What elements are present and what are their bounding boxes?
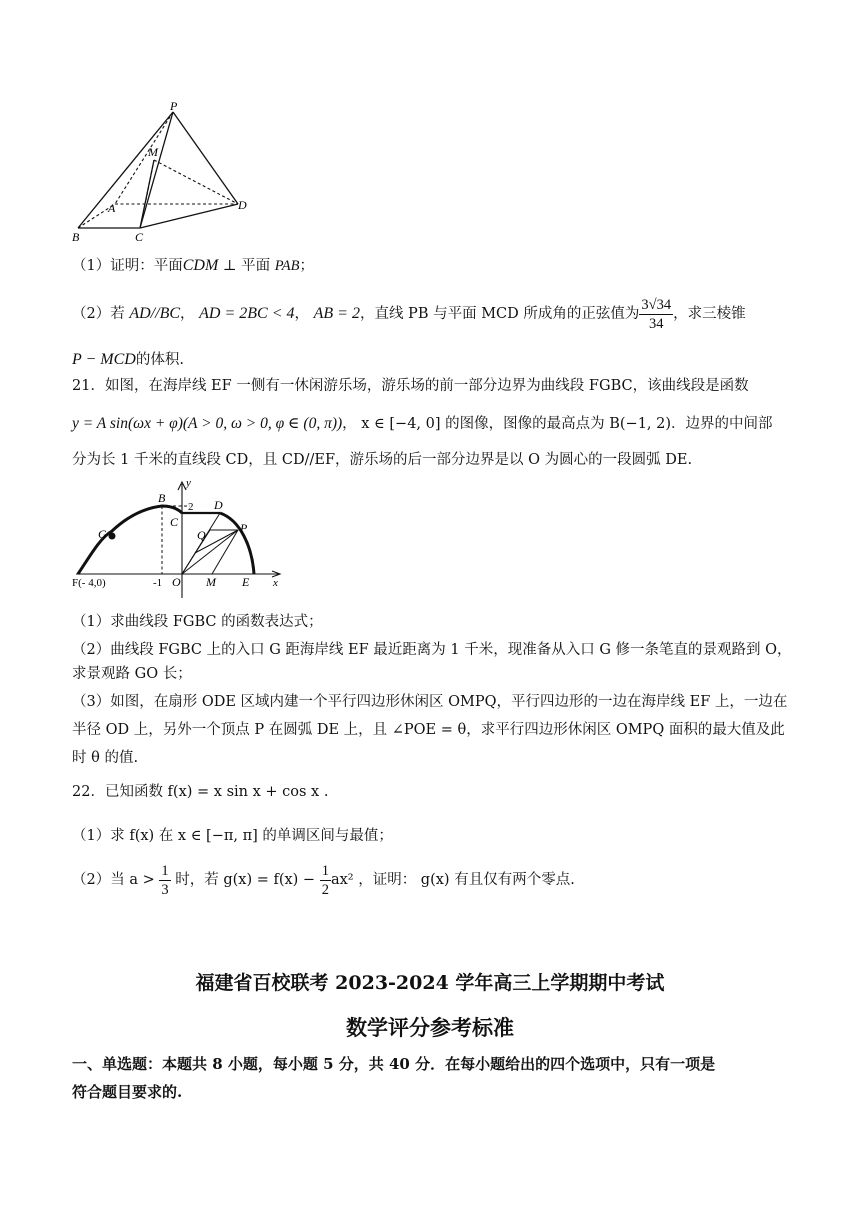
q21-part3a: （3）如图，在扇形 ODE 区域内建一个平行四边形休闲区 OMPQ，平行四边形的一边在海岸线 EF 上，一边在 — [72, 694, 788, 710]
label-two: 2 — [188, 501, 194, 513]
q22-part2: （2）当 a > $\frac{1}{3}$ 时，若 g(x) = f(x) − $\frac{1}{2}$ ax² ，证明： g(x) 有且仅有两个零点. — [72, 862, 575, 898]
label-P: P — [170, 100, 178, 113]
fraction-one-half: $\frac{1}{2}$ — [321, 862, 329, 898]
q21-part3c: 时 θ 的值. — [72, 750, 139, 766]
label-B: B — [72, 230, 80, 244]
q21-part2b: 求景观路 GO 长； — [72, 666, 192, 682]
label-C: C — [135, 230, 144, 244]
label-D2: D — [214, 498, 223, 512]
label-O: O — [172, 575, 181, 589]
pyramid-figure — [70, 100, 260, 248]
q21-line2: y = A sin(ωx + φ)(A > 0, ω > 0, φ ∈ (0, π))， x ∈ [−4, 0] 的图像，图像的最高点为 B(−1, 2)．边界的中间部 — [72, 415, 773, 432]
q22-part1: （1）求 f(x) 在 x ∈ [−π, π] 的单调区间与最值； — [72, 828, 393, 844]
q22-line1: 22．已知函数 f(x) = x sin x + cos x . — [72, 784, 329, 800]
label-neg1: -1 — [153, 577, 163, 589]
label-B2: B — [158, 491, 166, 505]
label-E: E — [242, 575, 250, 589]
label-C2: C — [170, 515, 179, 529]
fraction-one-third: $\frac{1}{3}$ — [161, 862, 169, 898]
q21-part1: （1）求曲线段 FGBC 的函数表达式； — [72, 614, 323, 630]
axis-x-label: x — [273, 577, 278, 589]
label-A: A — [108, 201, 116, 215]
label-G: G — [98, 527, 107, 541]
q20-part1: （1）证明：平面CDM ⊥ 平面 PAB； — [72, 257, 314, 274]
answer-title: 福建省百校联考 2023-2024 学年高三上学期期中考试 — [195, 972, 665, 994]
sine-fraction: $\frac{3√34}{34}$ — [641, 296, 672, 332]
q20-part2-last: P − MCD的体积. — [72, 351, 184, 368]
answer-subtitle: 数学评分参考标准 — [346, 1015, 514, 1040]
section1-line1: 一、单选题：本题共 8 小题，每小题 5 分，共 40 分．在每小题给出的四个选项中，只有一项是 — [72, 1055, 716, 1073]
label-F: F(- 4,0) — [72, 577, 106, 589]
label-M: M — [148, 145, 158, 159]
q21-part3b: 半径 OD 上，另外一个顶点 P 在圆弧 DE 上，且 ∠POE = θ，求平行四边形休闲区 OMPQ 面积的最大值及此 — [72, 722, 785, 738]
label-Q: Q — [197, 528, 206, 542]
label-M2: M — [206, 575, 216, 589]
point-G — [109, 533, 116, 540]
coastline-figure — [70, 476, 290, 606]
q21-line3: 分为长 1 千米的直线段 CD，且 CD//EF，游乐场的后一部分边界是以 O 为圆心的一段圆弧 DE. — [72, 452, 693, 468]
q21-part2a: （2）曲线段 FGBC 上的入口 G 距海岸线 EF 最近距离为 1 千米，现准备从入口 G 修一条笔直的景观路到 O， — [72, 642, 792, 658]
label-P2: P — [240, 521, 248, 535]
axis-y-label: y — [186, 477, 191, 489]
q21-line1: 21．如图，在海岸线 EF 一侧有一休闲游乐场，游乐场的前一部分边界为曲线段 FGBC，该曲线段是函数 — [72, 378, 749, 394]
q20-part2: （2）若 AD//BC， AD = 2BC < 4， AB = 2，直线 PB 与平面 MCD 所成角的正弦值为 $\frac{3√34}{34}$ ，求三棱锥 — [72, 296, 746, 332]
label-D: D — [238, 198, 247, 212]
section1-line2: 符合题目要求的. — [72, 1083, 183, 1101]
